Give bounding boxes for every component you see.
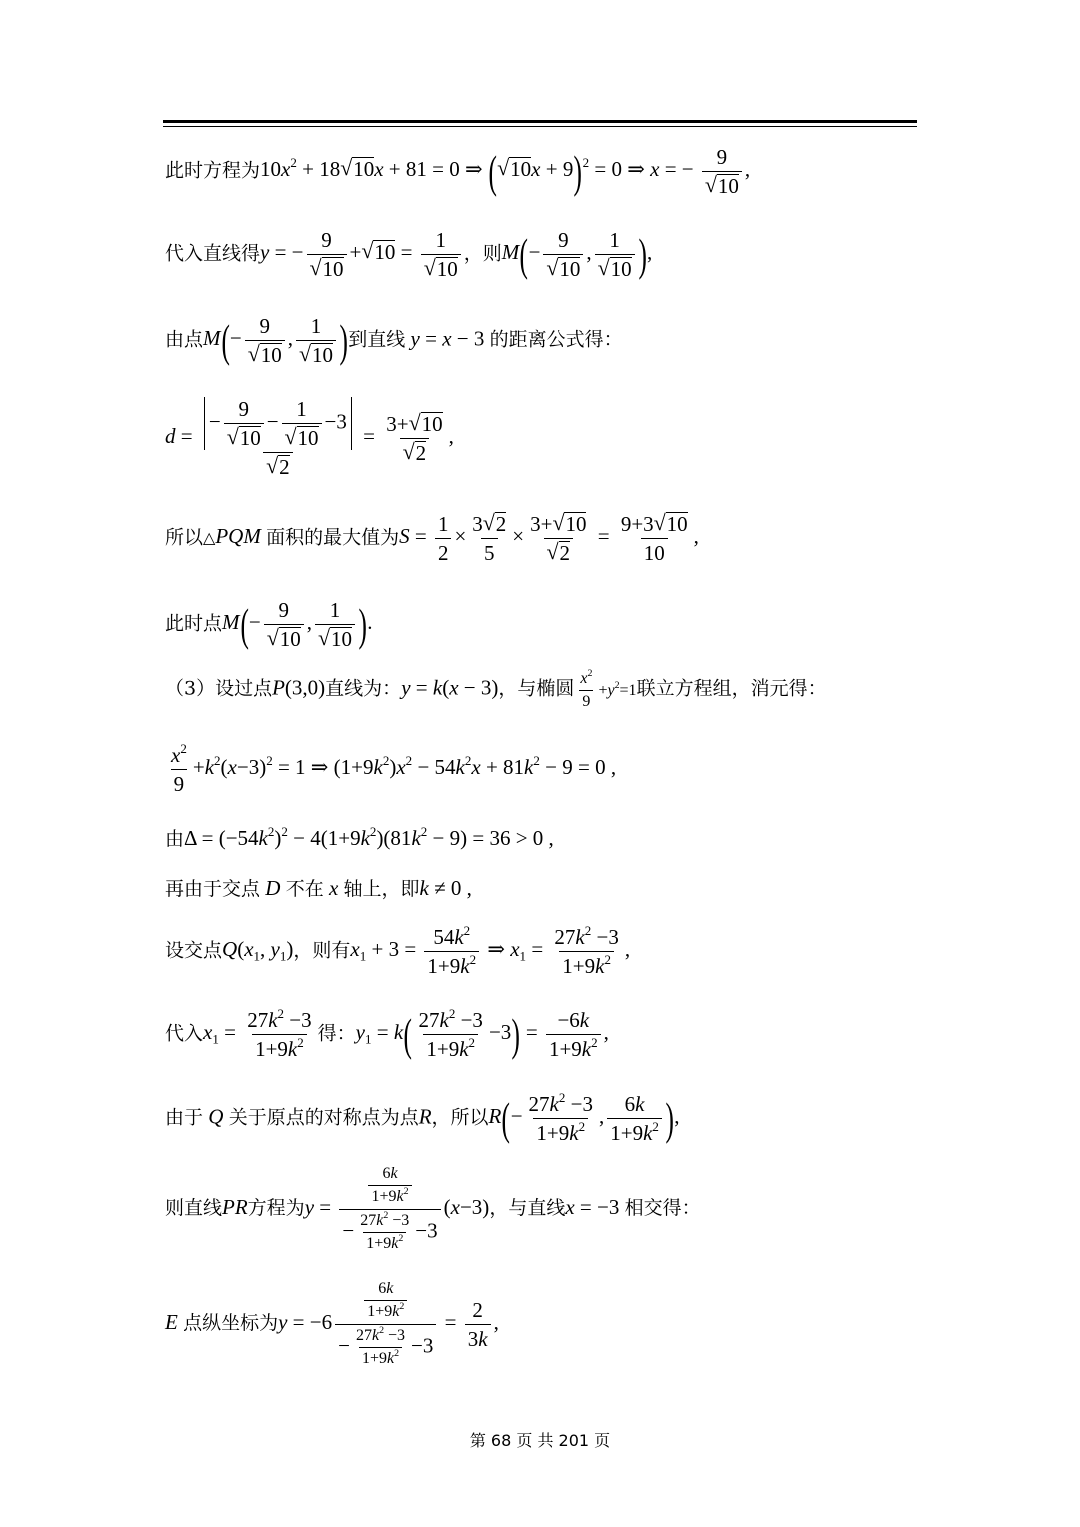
equation-line-13: 由于 Q 关于原点的对称点为点R，所以R(− $\frac{27k^2 -3}{1+9k^2}$ , $\frac{6k}{1+9k^2}$ ), [165, 1089, 680, 1146]
header-rule-thick [163, 120, 917, 123]
equation-line-2: 代入直线得y = − 9 √ 10 +√ 10 = 1 √ 10 ，则M(− 9 √ 10 , 1 √ 10 ), [165, 228, 652, 281]
equation-line-9: 由$\Delta = (-54k^2)^2 - 4(1+9k^2)(81k^2 - 9) = 36 > 0$ , [165, 823, 554, 850]
equation-line-1: 此时方程为$10x^2 + 18√$ 10x + 81 = 0 ⇒ (√ 10x + 9)$^2$ = 0 ⇒ x = − 9 √ 10 , [165, 145, 750, 198]
equation-line-12: 代入$x_1$ = $\frac{27k^2 -3}{1+9k^2}$ 得：$y_1 = k$( $\frac{27k^2 -3}{1+9k^2}$ −3) = $\frac{-6k}{1+9k^2}$ , [165, 1005, 609, 1062]
equation-line-11: 设交点$Q(x_1$, $y_1$)，则有$x_1 + 3$ = $\frac{54k^2}{1+9k^2}$ ⇒ $x_1$ = $\frac{27k^2 -3}{1+9k^2}$ , [165, 922, 631, 979]
equation-line-8: $\frac{x^2}{9}$ $+k^2(x-3)^2 = 1$ ⇒ $(1+9k^2)x^2 - 54k^2x + 81k^2 - 9 = 0$ , [171, 740, 617, 797]
equation-line-7: （3）设过点P(3,0)直线为：y = k(x − 3)，与椭圆 $\frac{x^2}{9}$ $+y^2=1$联立方程组，消元得： [165, 668, 827, 711]
equation-line-14: 则直线PR方程为y = $\frac{6k}{1+9k^2}$ − $\frac{27k^2 -3}{1+9k^2}$ −3 (x−3)，与直线x = −3 相交得： [165, 1165, 701, 1253]
equation-line-15: E 点纵坐标为y = −6 $\frac{6k}{1+9k^2}$ − $\frac{27k^2 -3}{1+9k^2}$ −3 = $\frac{2}{3k}$ , [165, 1280, 499, 1368]
equation-line-4: d = − 9 √ 10 − 1 √ 10 −3 √ 2 = 3+√ 10 √ 2 , [165, 397, 454, 479]
page-footer: 第 68 页 共 201 页 [469, 1431, 611, 1450]
equation-line-3: 由点M(− 9 √ 10 , 1 √ 10 )到直线 y = x − 3 的距离公式得： [165, 314, 623, 367]
equation-line-10: 再由于交点 D 不在 x 轴上，即k ≠ 0 , [165, 876, 472, 900]
equation-line-5: 所以△PQM 面积的最大值为S = $\frac{1}{2}$ × $\frac{3√ 2}{5}$ × 3+√ 10 √ 2 = $\frac{9+3√ 10}{10}$ , [165, 512, 699, 565]
header-rule-thin [163, 126, 917, 127]
equation-line-6: 此时点M(− 9 √ 10 , 1 √ 10 ). [165, 598, 373, 651]
